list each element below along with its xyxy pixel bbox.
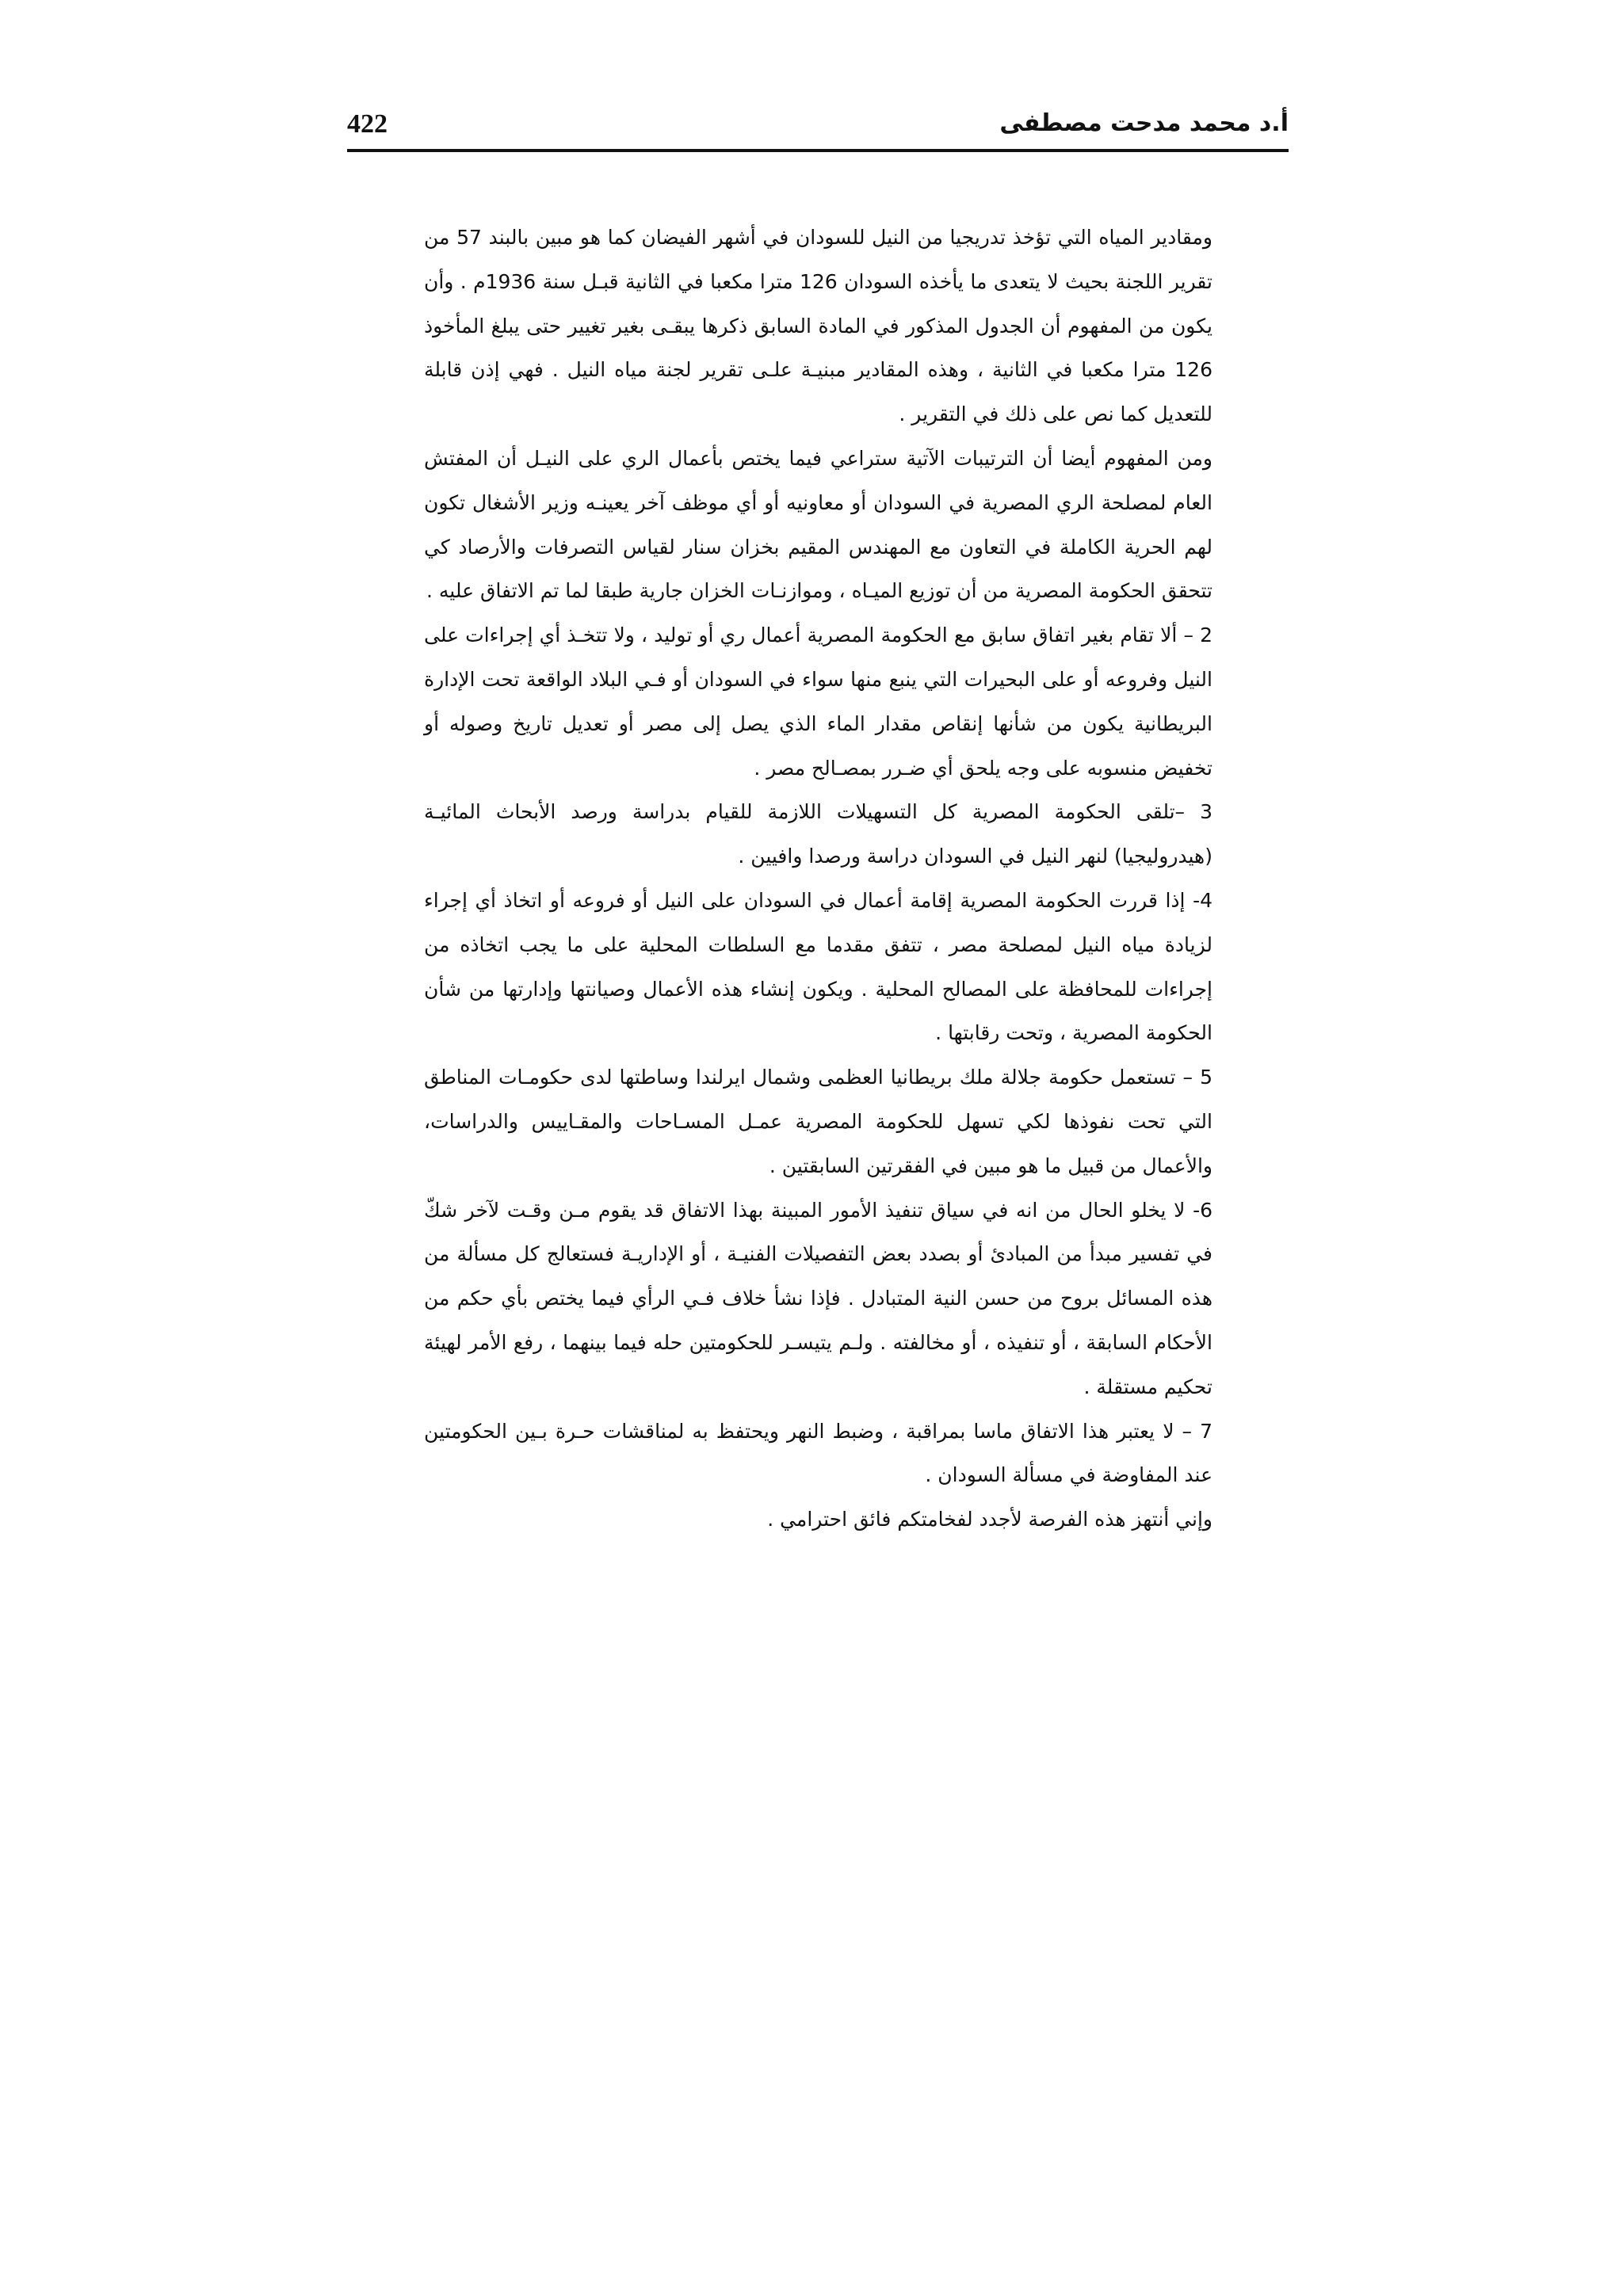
paragraph-2: ومن المفهوم أيضا أن الترتيبات الآتية ستراعي فيما يختص بأعمال الري على النيـل أن المفتش العام لمصلحة الري المصرية في السودان أو معاونيه أو أي موظف آخر يعينـه وزير الأشغال تكون لهم الحرية الكاملة في التعاون مع المهندس المقيم بخزان سنار لقياس التصرفات والأرصاد كي تتحقق الحكومة المصرية من أن توزيع الميـاه ، وموازنـات الخزان جارية طبقا لما تم الاتفاق عليه .	[424, 446, 1212, 603]
paragraph-clause-5: 5 – تستعمل حكومة جلالة ملك بريطانيا العظمى وشمال ايرلندا وساطتها لدى حكومـات المناطق التي تحت نفوذها لكي تسهل للحكومة المصرية عمـل المسـاحات والمقـاييس والدراسات، والأعمال من قبيل ما هو مبين في الفقرتين السابقتين .	[424, 1066, 1212, 1177]
page-header	[347, 103, 1289, 151]
paragraph-clause-7: 7 – لا يعتبر هذا الاتفاق ماسا بمراقبة ، وضبط النهر ويحتفظ به لمناقشات حـرة بـين الحكومتين عند المفاوضة في مسألة السودان .	[424, 1419, 1212, 1487]
running-head-author: أ.د محمد مدحت مصطفى	[999, 109, 1289, 137]
body-text	[424, 215, 1212, 1542]
paragraph-1: ومقادير المياه التي تؤخذ تدريجيا من النيل للسودان في أشهر الفيضان كما هو مبين بالبند 57 من تقرير اللجنة بحيث لا يتعدى ما يأخذه السودان 126 مترا مكعبا في الثانية قبـل سنة 1936م . وأن يكون من المفهوم أن الجدول المذكور في المادة السابق ذكرها يبقـى بغير تغيير حتى يبلغ المأخوذ 126 مترا مكعبا في الثانية ، وهذه المقادير مبنيـة علـى تقرير لجنة مياه النيل . فهي إذن قابلة للتعديل كما نص على ذلك في التقرير .	[424, 226, 1212, 426]
paragraph-clause-3: 3 –تلقى الحكومة المصرية كل التسهيلات اللازمة للقيام بدراسة ورصد الأبحاث المائيـة (هيدروليجيا) لنهر النيل في السودان دراسة ورصدا وافيين .	[424, 800, 1212, 868]
paragraph-clause-6: 6- لا يخلو الحال من انه في سياق تنفيذ الأمور المبينة بهذا الاتفاق قد يقوم مـن وقـت لآخر شكّ في تفسير مبدأ من المبادئ أو بصدد بعض التفصيلات الفنيـة ، أو الإداريـة فستعالج كل مسألة من هذه المسائل بروح من حسن النية المتبادل . فإذا نشأ خلاف فـي الرأي فيما يختص بأي حكم من الأحكام السابقة ، أو تنفيذه ، أو مخالفته . ولـم يتيسـر للحكومتين حله فيما بينهما ، رفع الأمر لهيئة تحكيم مستقلة .	[424, 1198, 1212, 1398]
paragraph-clause-4: 4- إذا قررت الحكومة المصرية إقامة أعمال في السودان على النيل أو فروعه أو اتخاذ أي إجراء لزيادة مياه النيل لمصلحة مصر ، تتفق مقدما مع السلطات المحلية على ما يجب اتخاذه من إجراءات للمحافظة على المصالح المحلية . ويكون إنشاء هذه الأعمال وصيانتها وإدارتها من شأن الحكومة المصرية ، وتحت رقابتها .	[424, 888, 1212, 1045]
paragraph-closing: وإني أنتهز هذه الفرصة لأجدد لفخامتكم فائق احترامي .	[767, 1508, 1212, 1531]
header-rule	[347, 149, 1289, 152]
paragraph-clause-2: 2 – ألا تقام بغير اتفاق سابق مع الحكومة المصرية أعمال ري أو توليد ، ولا تتخـذ أي إجراءات على النيل وفروعه أو على البحيرات التي ينبع منها سواء في السودان أو فـي البلاد الواقعة تحت الإدارة البريطانية يكون من شأنها إنقاص مقدار الماء الذي يصل إلى مصر أو تعديل تاريخ وصوله أو تخفيض منسوبه على وجه يلحق أي ضـرر بمصـالح مصر .	[424, 624, 1212, 780]
page-number: 422	[347, 109, 388, 139]
